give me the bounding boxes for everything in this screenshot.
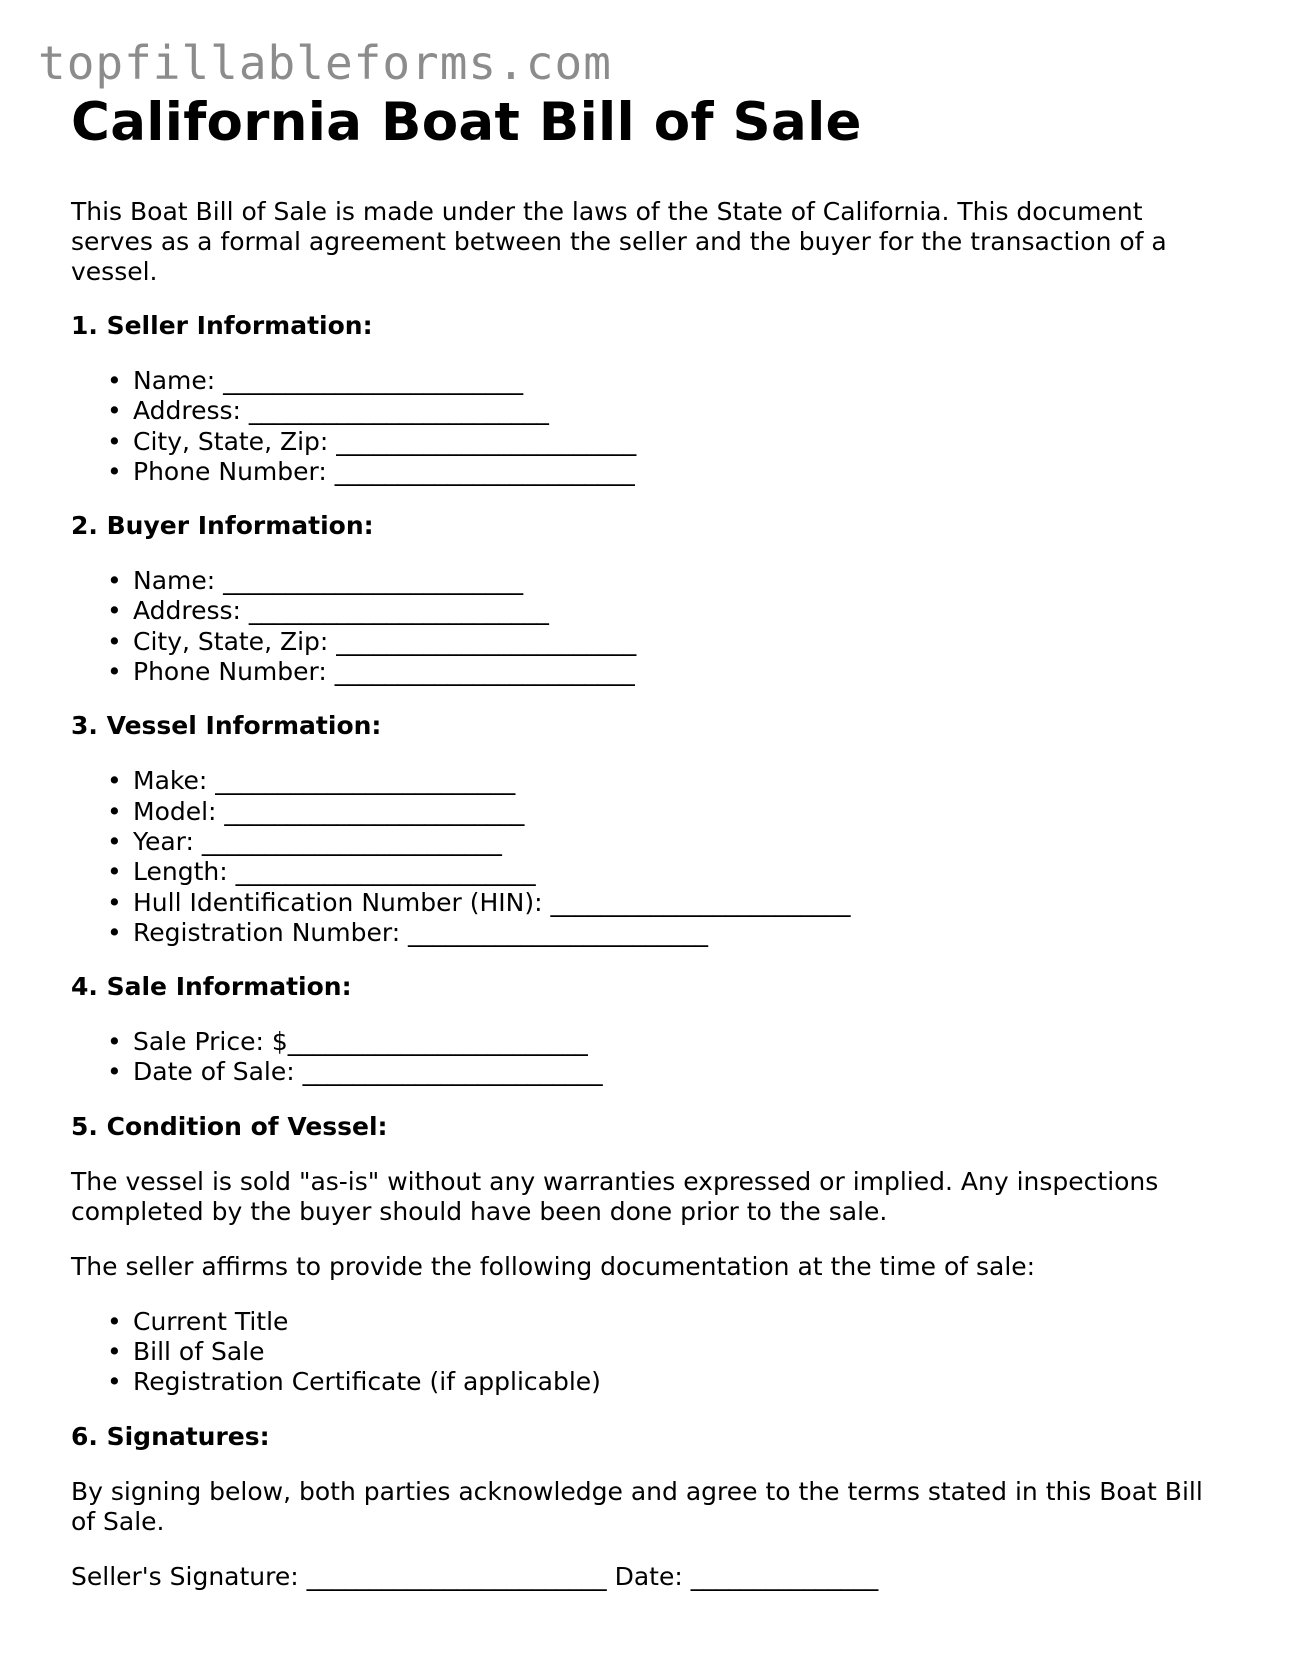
watermark: topfillableforms.com [38, 36, 612, 90]
doc-item-current-title: • Current Title [133, 1307, 1231, 1337]
seller-city-state-zip-field[interactable]: • City, State, Zip: ________________________ [133, 427, 1231, 457]
seller-signature-line[interactable]: Seller's Signature: ________________________ Date: _______________ [71, 1561, 879, 1591]
documentation-list [71, 1307, 1231, 1398]
sale-date-field[interactable]: • Date of Sale: ________________________ [133, 1057, 1231, 1087]
condition-paragraph: The vessel is sold "as-is" without any warranties expressed or implied. Any inspections completed by the buyer should have been done prior to the sale. [71, 1166, 1159, 1226]
signatures-heading: 6. Signatures: [71, 1421, 270, 1451]
vessel-model-field[interactable]: • Model: ________________________ [133, 797, 1231, 827]
document-body [71, 92, 1231, 1592]
documentation-intro: The seller affirms to provide the following documentation at the time of sale: [71, 1251, 1036, 1281]
doc-item-registration-certificate: • Registration Certificate (if applicable) [133, 1367, 1231, 1397]
vessel-year-field[interactable]: • Year: ________________________ [133, 827, 1231, 857]
buyer-city-state-zip-field[interactable]: • City, State, Zip: ________________________ [133, 627, 1231, 657]
intro-paragraph: This Boat Bill of Sale is made under the laws of the State of California. This document serves as a formal agreement between the seller and the buyer for the transaction of a vessel. [71, 197, 1167, 286]
seller-heading: 1. Seller Information: [71, 311, 373, 340]
seller-address-field[interactable]: • Address: ________________________ [133, 396, 1231, 426]
page-title: California Boat Bill of Sale [71, 92, 862, 153]
vessel-make-field[interactable]: • Make: ________________________ [133, 766, 1231, 796]
doc-item-bill-of-sale: • Bill of Sale [133, 1337, 1231, 1367]
vessel-hin-field[interactable]: • Hull Identification Number (HIN): ________________________ [133, 888, 1231, 918]
buyer-name-field[interactable]: • Name: ________________________ [133, 566, 1231, 596]
sale-list [71, 1027, 1231, 1088]
vessel-heading: 3. Vessel Information: [71, 711, 382, 741]
condition-heading: 5. Condition of Vessel: [71, 1111, 388, 1141]
signatures-paragraph: By signing below, both parties acknowledge and agree to the terms stated in this Boat Bill of Sale. [71, 1476, 1203, 1536]
buyer-list [71, 566, 1231, 687]
sale-price-field[interactable]: • Sale Price: $________________________ [133, 1027, 1231, 1057]
vessel-list [71, 766, 1231, 948]
buyer-phone-field[interactable]: • Phone Number: ________________________ [133, 657, 1231, 687]
seller-name-field[interactable]: • Name: ________________________ [133, 366, 1231, 396]
seller-phone-field[interactable]: • Phone Number: ________________________ [133, 457, 1231, 487]
buyer-heading: 2. Buyer Information: [71, 511, 374, 541]
sale-heading: 4. Sale Information: [71, 972, 352, 1002]
vessel-length-field[interactable]: • Length: ________________________ [133, 857, 1231, 887]
seller-list [71, 366, 1231, 487]
vessel-registration-field[interactable]: • Registration Number: ________________________ [133, 918, 1231, 948]
buyer-address-field[interactable]: • Address: ________________________ [133, 596, 1231, 626]
